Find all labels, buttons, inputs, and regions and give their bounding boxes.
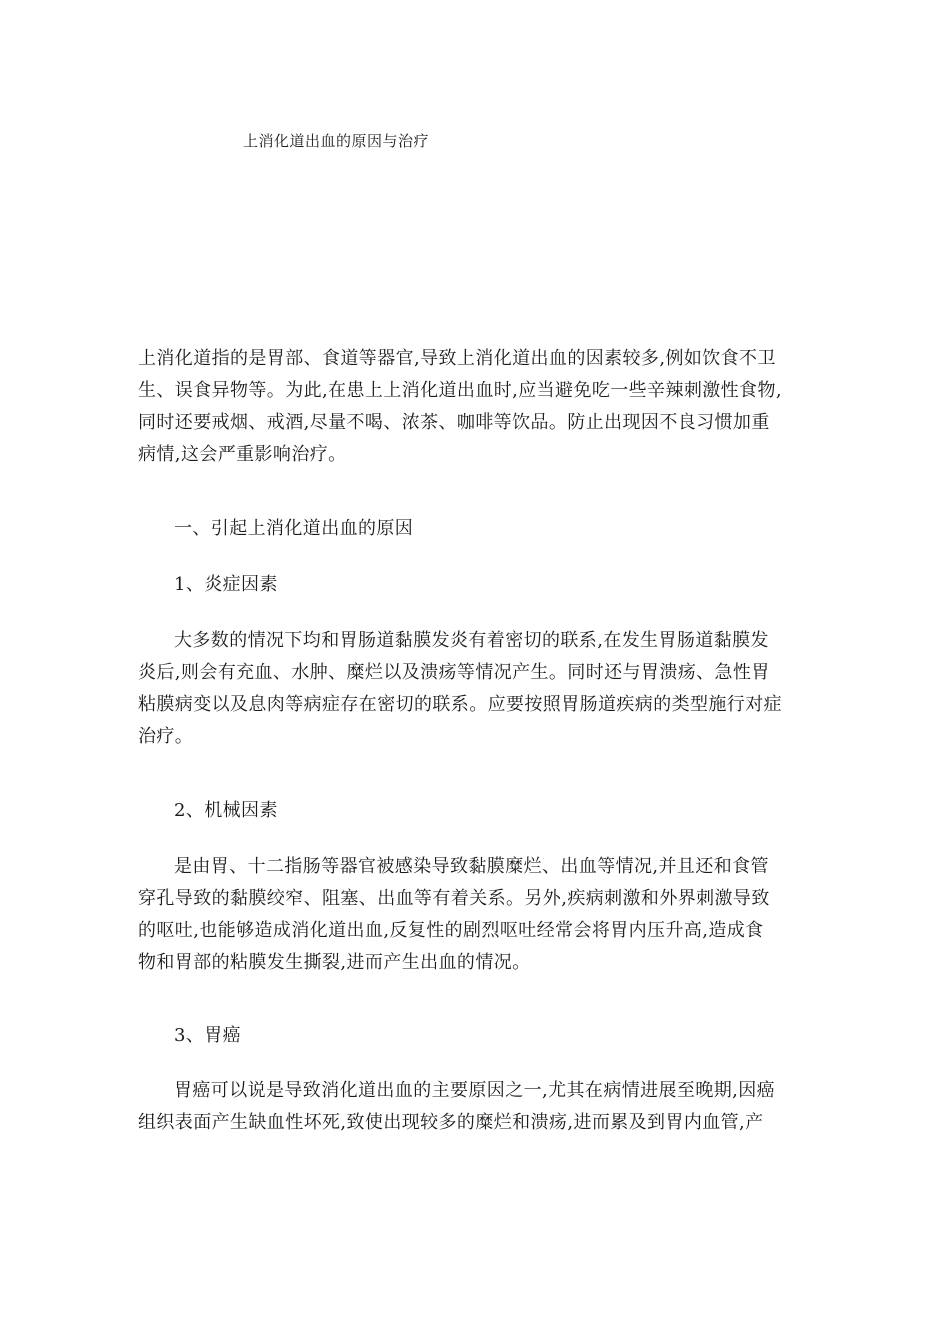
- intro-line: 同时还要戒烟、戒酒,尽量不喝、浓茶、咖啡等饮品。防止出现因不良习惯加重: [138, 412, 770, 433]
- section-heading-text: 一、引起上消化道出血的原因: [174, 518, 414, 539]
- paragraph-line: 胃癌可以说是导致消化道出血的主要原因之一,尤其在病情进展至晚期,因癌: [174, 1080, 776, 1101]
- paragraph-line: 是由胃、十二指肠等器官被感染导致黏膜糜烂、出血等情况,并且还和食管: [174, 856, 769, 877]
- subsection-heading-2: [138, 795, 818, 827]
- subsection-heading-text: 2、机械因素: [174, 800, 278, 821]
- subsection-2-paragraph: [138, 851, 818, 979]
- subsection-heading-3: [138, 1020, 818, 1052]
- paragraph-line: 物和胃部的粘膜发生撕裂,进而产生出血的情况。: [138, 952, 531, 973]
- paragraph-line: 的呕吐,也能够造成消化道出血,反复性的剧烈呕吐经常会将胃内压升高,造成食: [138, 920, 764, 941]
- intro-paragraph: [138, 343, 818, 471]
- intro-line: 上消化道指的是胃部、食道等器官,导致上消化道出血的因素较多,例如饮食不卫: [138, 348, 776, 369]
- section-heading: [138, 513, 818, 545]
- intro-line: 生、误食异物等。为此,在患上上消化道出血时,应当避免吃一些辛辣刺激性食物,: [138, 380, 782, 401]
- subsection-1-paragraph: [138, 625, 818, 753]
- intro-line: 病情,这会严重影响治疗。: [138, 444, 347, 465]
- paragraph-line: 大多数的情况下均和胃肠道黏膜发炎有着密切的联系,在发生胃肠道黏膜发: [174, 630, 769, 651]
- paragraph-line: 穿孔导致的黏膜绞窄、阻塞、出血等有着关系。另外,疾病刺激和外界刺激导致: [138, 888, 770, 909]
- document-title: 上消化道出血的原因与治疗: [243, 132, 430, 150]
- paragraph-line: 组织表面产生缺血性坏死,致使出现较多的糜烂和溃疡,进而累及到胃内血管,产: [138, 1112, 764, 1133]
- paragraph-line: 粘膜病变以及息肉等病症存在密切的联系。应要按照胃肠道疾病的类型施行对症: [138, 694, 782, 715]
- paragraph-line: 炎后,则会有充血、水肿、糜烂以及溃疡等情况产生。同时还与胃溃疡、急性胃: [138, 662, 770, 683]
- subsection-heading-text: 1、炎症因素: [174, 574, 278, 595]
- subsection-heading-text: 3、胃癌: [174, 1025, 242, 1046]
- paragraph-line: 治疗。: [138, 726, 194, 747]
- subsection-heading-1: [138, 569, 818, 601]
- subsection-3-paragraph: [138, 1075, 818, 1139]
